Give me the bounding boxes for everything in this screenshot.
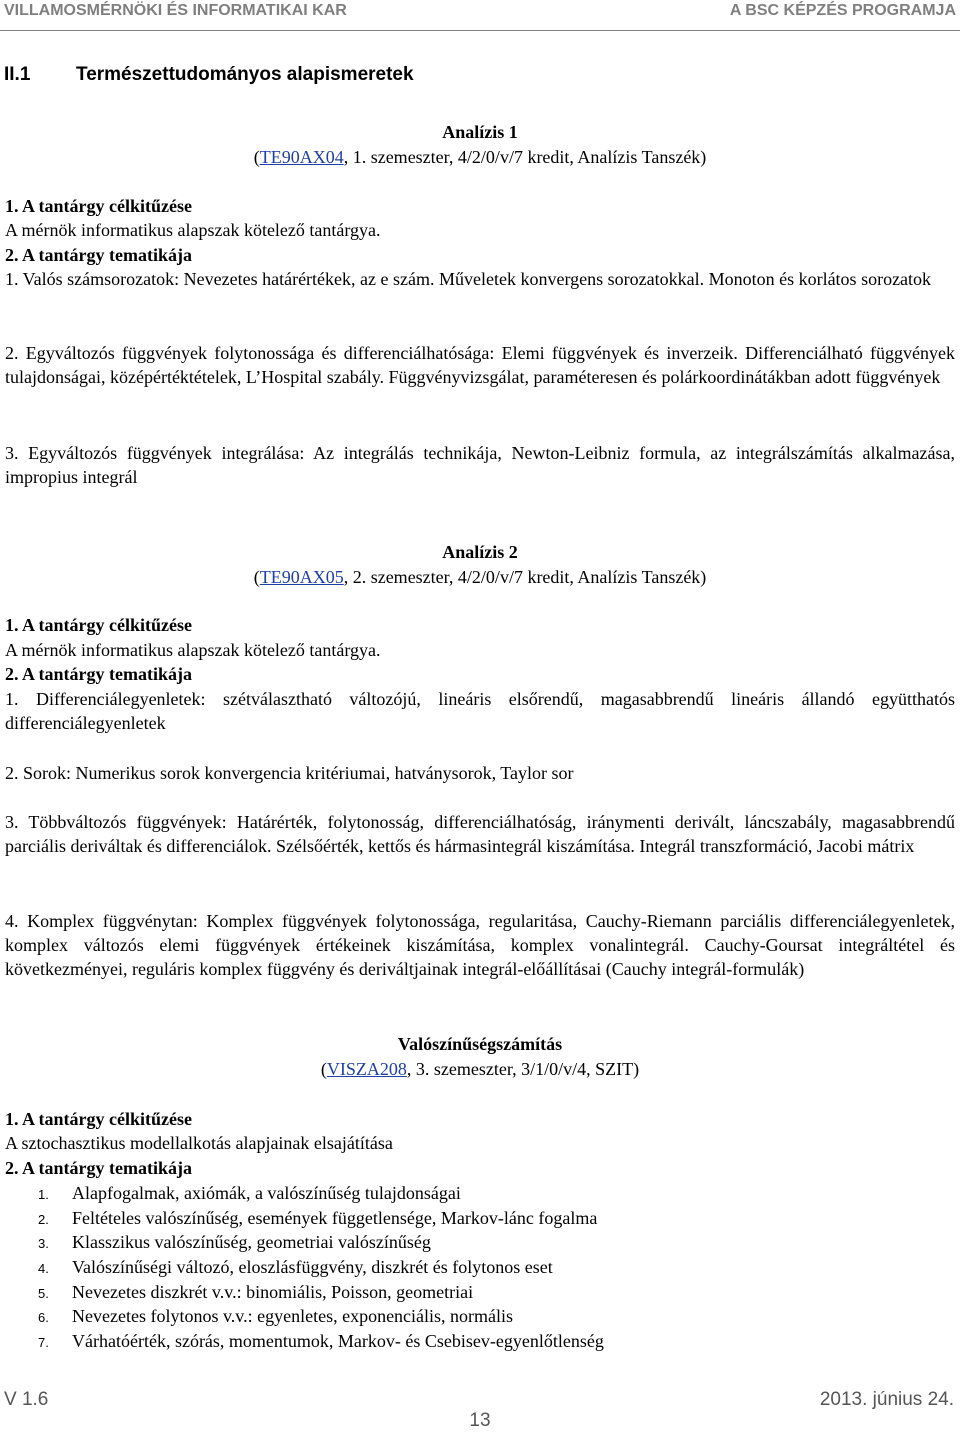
list-item: 2. Feltételes valószínűség, események függetlensége, Markov-lánc fogalma [38, 1208, 598, 1228]
course2-topic-2: 2. Sorok: Numerikus sorok konvergencia kritériumai, hatványsorok, Taylor sor [5, 763, 574, 783]
list-item: 6. Nevezetes folytonos v.v.: egyenletes, exponenciális, normális [38, 1306, 514, 1326]
list-item: 7. Várhatóérték, szórás, momentumok, Markov- és Csebisev-egyenlőtlenség [38, 1331, 604, 1351]
page-header [4, 2, 956, 26]
header-right: A BSC KÉPZÉS PROGRAMJA [729, 2, 956, 19]
section-number: II.1 [4, 64, 31, 85]
course3-goal-text: A sztochasztikus modellalkotás alapjainak elsajátítása [5, 1133, 393, 1153]
course1-goal-heading: 1. A tantárgy célkitűzése [5, 196, 192, 216]
list-item: 5. Nevezetes diszkrét v.v.: binomiális, Poisson, geometriai [38, 1282, 474, 1302]
course1-topic-2: 2. Egyváltozós függvények folytonossága és differenciálhatósága: Elemi függvények és inverzeik. Differenciálható függvények tulajdonságai, középértéktételek, L’Hospital szabály. Függvényvizsgálat, paraméteresen és polárkoordinátákban adott függvények [5, 343, 955, 387]
section-heading [4, 64, 954, 86]
course3-code-link[interactable]: VISZA208 [326, 1059, 407, 1079]
course2-topics-heading: 2. A tantárgy tematikája [5, 664, 192, 684]
course1-title: Analízis 1 [442, 122, 518, 142]
course3-title: Valószínűségszámítás [397, 1034, 563, 1054]
page-number: 13 [469, 1410, 491, 1431]
course2-info: (TE90AX05, 2. szemeszter, 4/2/0/v/7 kredit, Analízis Tanszék) [253, 567, 707, 587]
course3-topics-heading: 2. A tantárgy tematikája [5, 1158, 192, 1178]
header-divider [0, 30, 960, 31]
course3-goal-heading: 1. A tantárgy célkitűzése [5, 1109, 192, 1129]
list-item: 4. Valószínűségi változó, eloszlásfüggvény, diszkrét és folytonos eset [38, 1257, 553, 1277]
course3-info: (VISZA208, 3. szemeszter, 3/1/0/v/4, SZIT) [320, 1059, 640, 1079]
course2-code-link[interactable]: TE90AX05 [259, 567, 344, 587]
footer-date: 2013. június 24. [819, 1389, 954, 1410]
section-title: Természettudományos alapismeretek [76, 64, 414, 85]
course1-topics-heading: 2. A tantárgy tematikája [5, 245, 192, 265]
footer-version: V 1.6 [4, 1389, 49, 1410]
course2-goal-heading: 1. A tantárgy célkitűzése [5, 615, 192, 635]
course1-code-link[interactable]: TE90AX04 [259, 147, 344, 167]
course3-info-rest: , 3. szemeszter, 3/1/0/v/4, SZIT) [406, 1059, 640, 1079]
course2-topic-1: 1. Differenciálegyenletek: szétválasztható változójú, lineáris elsőrendű, magasabbrendű lineáris állandó együtthatós differenciálegyenletek [5, 689, 955, 733]
course2-topic-4: 4. Komplex függvénytan: Komplex függvények folytonossága, regularitása, Cauchy-Riemann parciális differenciálegyenletek, komplex változós elemi függvények értékeinek kiszámítása, komplex vonalintegrál. Cauchy-Goursat integráltétel és következményei, reguláris komplex függvény és deriváltjainak integrál-előállításai (Cauchy integrál-formulák) [5, 911, 955, 979]
course1-info-rest: , 1. szemeszter, 4/2/0/v/7 kredit, Analízis Tanszék) [343, 147, 707, 167]
course1-topic-3: 3. Egyváltozós függvények integrálása: Az integrálás technikája, Newton-Leibniz formula, az integrálszámítás alkalmazása, impropius integrál [5, 443, 955, 487]
course2-title: Analízis 2 [442, 542, 518, 562]
header-left: VILLAMOSMÉRNÖKI ÉS INFORMATIKAI KAR [4, 2, 347, 19]
course1-topic-1: 1. Valós számsorozatok: Nevezetes határértékek, az e szám. Műveletek konvergens sorozatokkal. Monoton és korlátos sorozatok [5, 269, 932, 289]
course2-goal-text: A mérnök informatikus alapszak kötelező tantárgya. [5, 640, 381, 660]
course2-topic-3: 3. Többváltozós függvények: Határérték, folytonosság, differenciálhatóság, iránymenti derivált, láncszabály, magasabbrendű parciális deriváltak és differenciálok. Szélsőérték, kettős és hármasintegrál kiszámítása. Integrál transzformáció, Jacobi mátrix [5, 812, 955, 856]
list-item: 1. Alapfogalmak, axiómák, a valószínűség tulajdonságai [38, 1183, 461, 1203]
list-item: 3. Klasszikus valószínűség, geometriai valószínűség [38, 1232, 431, 1252]
course1-goal-text: A mérnök informatikus alapszak kötelező tantárgya. [5, 220, 381, 240]
course1-info: (TE90AX04, 1. szemeszter, 4/2/0/v/7 kredit, Analízis Tanszék) [253, 147, 707, 167]
course2-info-rest: , 2. szemeszter, 4/2/0/v/7 kredit, Analízis Tanszék) [343, 567, 707, 587]
